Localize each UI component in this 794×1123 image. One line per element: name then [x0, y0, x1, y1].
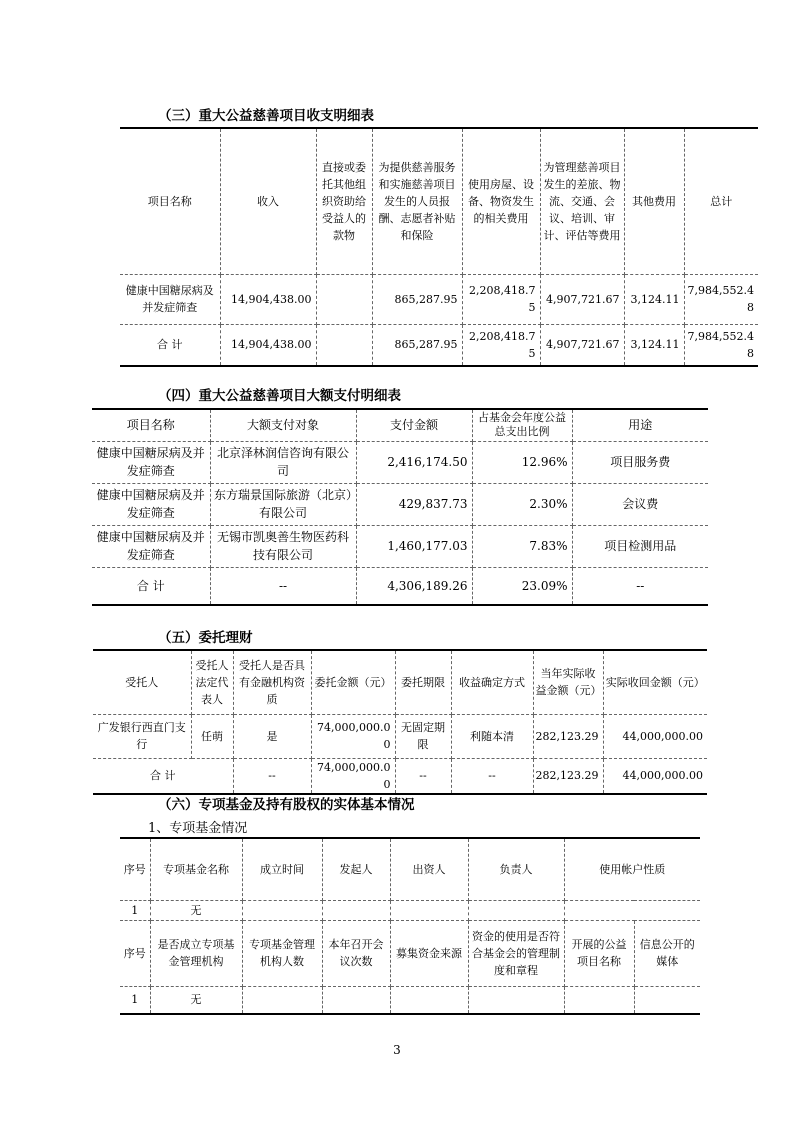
cell: 865,287.95 — [372, 324, 462, 366]
cell: 7.83% — [472, 525, 572, 567]
table-row — [92, 441, 708, 483]
header-cell: 支付金额 — [356, 409, 472, 441]
cell: 3,124.11 — [624, 324, 684, 366]
header-cell: 开展的公益项目名称 — [564, 920, 634, 986]
section3-title: （三）重大公益慈善项目收支明细表 — [158, 108, 374, 124]
cell: 无 — [150, 986, 242, 1014]
cell: 健康中国糖尿病及并发症筛查 — [92, 525, 210, 567]
cell — [468, 900, 564, 920]
cell: -- — [395, 758, 451, 794]
table-row — [92, 525, 708, 567]
section5-title: （五）委托理财 — [158, 630, 253, 646]
cell: 2,208,418.75 — [462, 274, 540, 324]
special-fund-table — [120, 837, 700, 1015]
header-cell: 募集资金来源 — [390, 920, 468, 986]
table-row — [120, 986, 700, 1014]
cell: 合 计 — [120, 324, 220, 366]
cell: 2,208,418.75 — [462, 324, 540, 366]
section4-title: （四）重大公益慈善项目大额支付明细表 — [158, 388, 401, 404]
header-cell: 项目名称 — [92, 409, 210, 441]
cell: 1,460,177.03 — [356, 525, 472, 567]
cell: 任萌 — [191, 714, 233, 758]
cell — [242, 900, 322, 920]
cell — [322, 986, 390, 1014]
cell: 利随本清 — [451, 714, 533, 758]
header-cell: 其他费用 — [624, 128, 684, 274]
cell: 健康中国糖尿病及并发症筛查 — [92, 483, 210, 525]
cell: 14,904,438.00 — [220, 324, 316, 366]
header-cell: 本年召开会议次数 — [322, 920, 390, 986]
header-cell: 序号 — [120, 838, 150, 900]
cell: 14,904,438.00 — [220, 274, 316, 324]
cell: -- — [572, 567, 708, 605]
header-cell: 收入 — [220, 128, 316, 274]
header-cell: 专项基金管理机构人数 — [242, 920, 322, 986]
header-cell: 使用房屋、设备、物资发生的相关费用 — [462, 128, 540, 274]
section6-title: （六）专项基金及持有股权的实体基本情况 — [158, 797, 415, 813]
cell: 7,984,552.48 — [684, 324, 758, 366]
cell — [322, 900, 390, 920]
header-cell: 发起人 — [322, 838, 390, 900]
cell: 865,287.95 — [372, 274, 462, 324]
cell: -- — [210, 567, 356, 605]
header-cell: 委托期限 — [395, 650, 451, 714]
table-header-row — [92, 409, 708, 441]
cell — [634, 986, 700, 1014]
header-cell: 受托人是否具有金融机构资质 — [233, 650, 311, 714]
cell: 无锡市凯奥善生物医药科技有限公司 — [210, 525, 356, 567]
cell: 北京泽林润信咨询有限公司 — [210, 441, 356, 483]
section6-subtitle: 1、专项基金情况 — [148, 821, 248, 836]
header-cell: 序号 — [120, 920, 150, 986]
cell: 是 — [233, 714, 311, 758]
cell: 3,124.11 — [624, 274, 684, 324]
cell: 会议费 — [572, 483, 708, 525]
table-total-row — [93, 758, 707, 794]
header-cell: 出资人 — [390, 838, 468, 900]
header-cell: 直接或委托其他组织资助给受益人的款物 — [316, 128, 372, 274]
header-cell: 负责人 — [468, 838, 564, 900]
header-cell: 占基金会年度公益总支出比例 — [472, 409, 572, 441]
table-row — [93, 714, 707, 758]
table-row — [120, 274, 758, 324]
cell: 429,837.73 — [356, 483, 472, 525]
major-project-income-expense-table — [120, 127, 758, 367]
header-cell: 为管理慈善项目发生的差旅、物流、交通、会议、培训、审计、评估等费用 — [540, 128, 624, 274]
major-payment-table — [92, 408, 708, 606]
table-row — [120, 900, 700, 920]
header-cell: 当年实际收益金额（元） — [533, 650, 603, 714]
header-cell: 总计 — [684, 128, 758, 274]
header-cell: 使用帐户性质 — [564, 838, 700, 900]
header-cell: 用途 — [572, 409, 708, 441]
cell: 74,000,000.00 — [311, 758, 395, 794]
header-cell: 受托人 — [93, 650, 191, 714]
cell: 4,907,721.67 — [540, 324, 624, 366]
cell — [390, 986, 468, 1014]
cell — [564, 900, 700, 920]
cell: 4,306,189.26 — [356, 567, 472, 605]
table-header-row — [93, 650, 707, 714]
cell: 2.30% — [472, 483, 572, 525]
table-header-row — [120, 838, 700, 900]
cell: 4,907,721.67 — [540, 274, 624, 324]
cell: 12.96% — [472, 441, 572, 483]
header-cell: 成立时间 — [242, 838, 322, 900]
header-cell: 专项基金名称 — [150, 838, 242, 900]
cell — [468, 986, 564, 1014]
header-cell: 实际收回金额（元） — [603, 650, 707, 714]
cell — [390, 900, 468, 920]
table-header-row — [120, 920, 700, 986]
cell: -- — [233, 758, 311, 794]
cell: 7,984,552.48 — [684, 274, 758, 324]
cell: 健康中国糖尿病及并发症筛查 — [92, 441, 210, 483]
cell: 合 计 — [92, 567, 210, 605]
cell: 广发银行西直门支行 — [93, 714, 191, 758]
cell: 项目检测用品 — [572, 525, 708, 567]
cell: 282,123.29 — [533, 758, 603, 794]
table-header-row — [120, 128, 758, 274]
header-cell: 项目名称 — [120, 128, 220, 274]
cell: 44,000,000.00 — [603, 758, 707, 794]
cell: 1 — [120, 986, 150, 1014]
header-cell: 信息公开的媒体 — [634, 920, 700, 986]
cell: 项目服务费 — [572, 441, 708, 483]
cell: 健康中国糖尿病及并发症筛查 — [120, 274, 220, 324]
cell: 1 — [120, 900, 150, 920]
cell: -- — [451, 758, 533, 794]
cell: 无固定期限 — [395, 714, 451, 758]
header-cell: 委托金额（元） — [311, 650, 395, 714]
cell: 74,000,000.00 — [311, 714, 395, 758]
header-cell: 大额支付对象 — [210, 409, 356, 441]
page-number: 3 — [393, 1043, 401, 1057]
header-cell: 是否成立专项基金管理机构 — [150, 920, 242, 986]
header-cell: 为提供慈善服务和实施慈善项目发生的人员报酬、志愿者补贴和保险 — [372, 128, 462, 274]
cell: 282,123.29 — [533, 714, 603, 758]
cell: 东方瑞景国际旅游（北京）有限公司 — [210, 483, 356, 525]
table-total-row — [120, 324, 758, 366]
cell — [316, 324, 372, 366]
cell: 2,416,174.50 — [356, 441, 472, 483]
table-total-row — [92, 567, 708, 605]
cell — [564, 986, 634, 1014]
table-row — [92, 483, 708, 525]
cell: 无 — [150, 900, 242, 920]
cell: 44,000,000.00 — [603, 714, 707, 758]
header-cell: 收益确定方式 — [451, 650, 533, 714]
cell — [316, 274, 372, 324]
cell — [242, 986, 322, 1014]
entrusted-financing-table — [93, 649, 707, 795]
header-cell: 资金的使用是否符合基金会的管理制度和章程 — [468, 920, 564, 986]
header-cell: 受托人法定代表人 — [191, 650, 233, 714]
cell: 合 计 — [93, 758, 233, 794]
cell: 23.09% — [472, 567, 572, 605]
